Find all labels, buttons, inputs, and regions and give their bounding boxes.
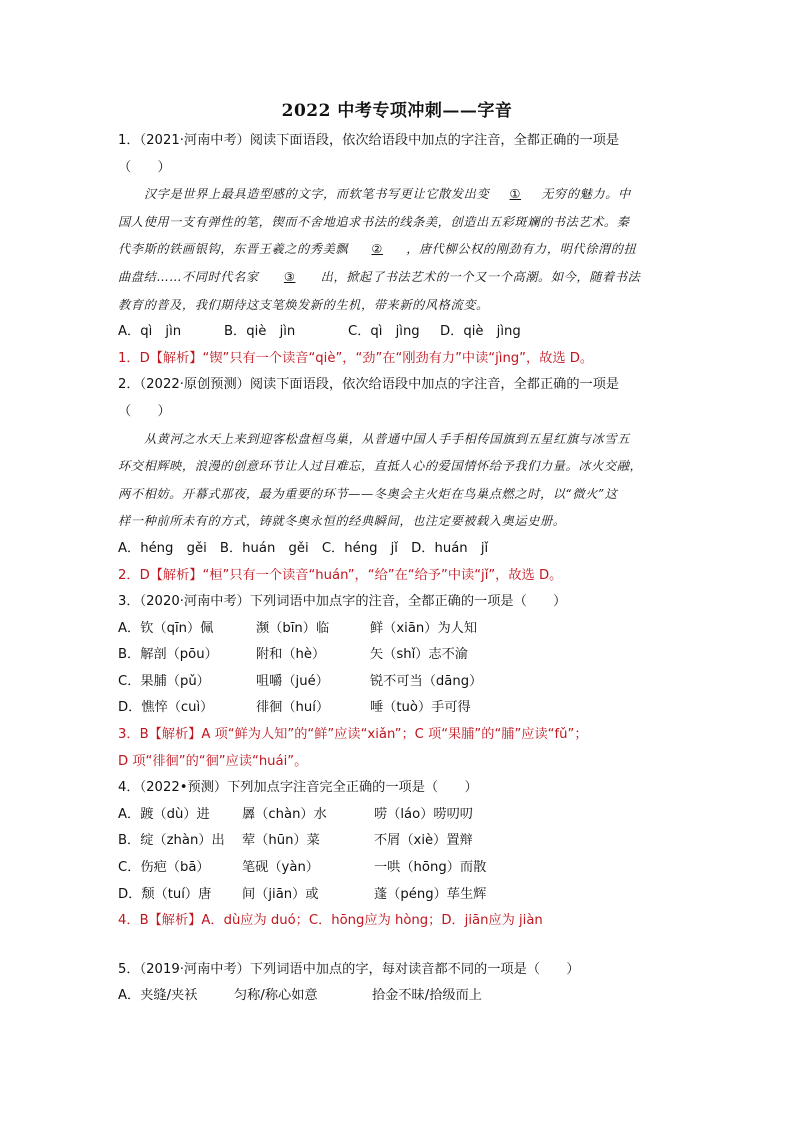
page-title: 2022 中考专项冲刺——字音 [281, 101, 513, 121]
question-4-option-row: C．伤疤（bā） 笔砚（yàn） 一哄（hōng）而散 [118, 860, 487, 876]
question-5-stem: 5．（2019·河南中考）下列词语中加点的字，每对读音都不同的一项是（ ） [118, 961, 580, 977]
question-1-answer: 1．D【解析】“锲”只有一个读音“qiè”，“劲”在“刚劲有力”中读“jìng”，故选 D。 [118, 350, 594, 366]
question-1-stem: 1．（2021·河南中考）阅读下面语段，依次给语段中加点的字注音，全都正确的一项是 [118, 133, 620, 148]
question-1-passage-line: 教育的普及，我们期待这支笔焕发新的生机，带来新的风格流变。 [118, 297, 489, 312]
option-c: C．qì jìng [348, 324, 420, 340]
option-d: D．qiè jìng [440, 324, 521, 340]
option-b: B．qiè jìn [224, 324, 296, 340]
question-1-options [118, 319, 676, 346]
question-5-option-row: A．夹缝/夹袄 匀称/称心如意 拾金不昧/拾级而上 [118, 988, 482, 1004]
question-3-option-row: B．解剖（pōu） 附和（hè） 矢（shǐ）志不渝 [118, 647, 469, 663]
option-a: A．qì jìn [118, 324, 182, 340]
question-4-option-row: A．踱（dù）进 羼（chàn）水 唠（láo）唠叨叨 [118, 806, 473, 822]
question-1-passage-line: 汉字是世界上最具造型感的文字，而软笔书写更让它散发出变 ① 无穷的魅力。中 [118, 181, 676, 209]
question-4-stem: 4．（2022•预测）下列加点字注音完全正确的一项是（ ） [118, 780, 478, 796]
question-1-passage-line: 国人使用一支有弹性的笔，锲而不舍地追求书法的线条美，创造出五彩斑斓的书法艺术。秦 [118, 214, 630, 229]
question-2-stem: 2．（2022·原创预测）阅读下面语段，依次给语段中加点的字注音，全都正确的一项是 [118, 377, 620, 393]
question-list [118, 128, 676, 1010]
question-1-paren: （ ） [118, 159, 171, 175]
question-4-answer: 4．B【解析】A．dù应为 duó；C．hōng应为 hòng；D．jiān应为 jiàn [118, 913, 543, 929]
question-2-paren: （ ） [118, 403, 171, 419]
question-3-answer: D 项“徘徊”的“徊”应读“huái”。 [118, 753, 308, 769]
question-1-passage-line: 代李斯的铁画银钩，东晋王羲之的秀美飘 ② ，唐代柳公权的刚劲有力，明代徐渭的扭 [118, 236, 676, 264]
question-3-answer: 3．B【解析】A 项“鲜为人知”的“鲜”应读“xiǎn”；C 项“果脯”的“脯”应读“fǔ”； [118, 727, 588, 743]
question-3-option-row: A．钦（qīn）佩 濒（bīn）临 鲜（xiān）为人知 [118, 620, 478, 636]
question-4-option-row: D．颓（tuí）唐 间（jiān）或 蓬（péng）荜生辉 [118, 886, 487, 902]
question-2-answer: 2．D【解析】“桓”只有一个读音“huán”，“给”在“给予”中读“jǐ”，故选 D。 [118, 567, 563, 583]
blank-2: ② [371, 242, 383, 257]
question-1-passage-line: 曲盘结……不同时代名家 ③ 出，掀起了书法艺术的一个又一个高潮。如今，随着书法 [118, 264, 676, 292]
question-2-options: A．héng gěi B．huán gěi C．héng jǐ D．huán jǐ [118, 540, 489, 556]
question-2-passage-line: 样一种前所未有的方式，铸就冬奥永恒的经典瞬间，也注定要被载入奥运史册。 [118, 514, 566, 529]
question-2-passage-line: 从黄河之水天上来到迎客松盘桓鸟巢，从普通中国人手手相传国旗到五星红旗与冰雪五 [144, 431, 630, 446]
question-3-stem: 3．（2020·河南中考）下列词语中加点字的注音，全都正确的一项是（ ） [118, 594, 567, 610]
question-3-option-row: C．果脯（pǔ） 咀嚼（jué） 锐不可当（dāng） [118, 673, 483, 689]
question-2-passage-line: 两不相妨。开幕式那夜，最为重要的环节——冬奥会主火炬在鸟巢点燃之时，以“微火”这 [118, 486, 618, 501]
question-4-option-row: B．绽（zhàn）出 荤（hūn）菜 不屑（xiè）置辩 [118, 833, 473, 849]
blank-3: ③ [283, 269, 296, 284]
blank-1: ① [509, 187, 522, 202]
question-3-option-row: D．憔悴（cuì） 徘徊（huí） 唾（tuò）手可得 [118, 700, 471, 716]
question-2-passage-line: 环交相辉映，浪漫的创意环节让人过目难忘，直抵人心的爱国情怀给予我们力量。冰火交融， [118, 459, 643, 474]
